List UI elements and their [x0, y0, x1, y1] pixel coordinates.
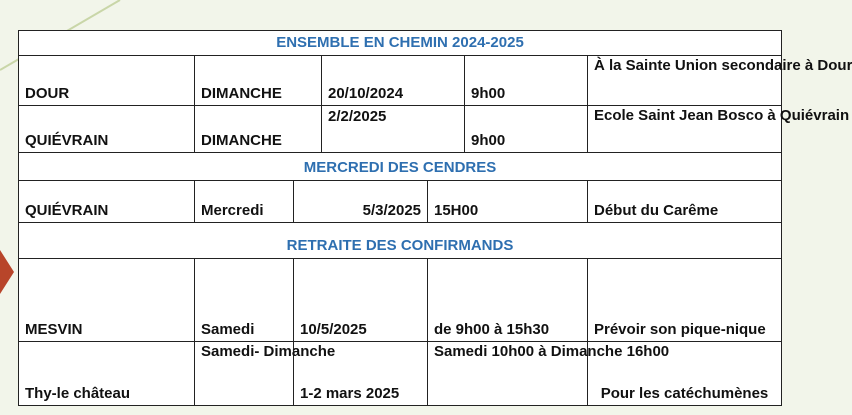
section-heading-ensemble	[18, 30, 782, 56]
note-cell	[588, 56, 852, 106]
section-heading-retraite	[18, 223, 782, 259]
table-row	[18, 259, 782, 342]
time-cell: 9h00	[465, 56, 588, 106]
day-cell: DIMANCHE	[195, 106, 322, 153]
place-cell: Thy-le château	[18, 342, 195, 406]
section-title: ENSEMBLE EN CHEMIN 2024-2025	[18, 30, 782, 56]
time-cell: 9h00	[465, 106, 588, 153]
note-line: Quiévrain	[779, 107, 850, 124]
date-cell: 20/10/2024	[322, 56, 465, 106]
note-cell: Pour les catéchumènes	[588, 342, 782, 406]
note-cell: Prévoir son pique-nique	[588, 259, 782, 342]
place-cell: DOUR	[18, 56, 195, 106]
table-row	[18, 342, 782, 406]
day-cell: Mercredi	[195, 181, 294, 223]
day-cell: DIMANCHE	[195, 56, 322, 106]
slide-arrow-icon	[0, 250, 14, 294]
place-cell: QUIÉVRAIN	[18, 106, 195, 153]
date-cell: 5/3/2025	[294, 181, 428, 223]
section-title: MERCREDI DES CENDRES	[18, 153, 782, 181]
note-cell: Début du Carême	[588, 181, 782, 223]
schedule-table	[18, 30, 852, 406]
time-cell	[428, 342, 670, 406]
table-row	[18, 181, 782, 223]
note-line: Ecole Saint Jean Bosco à	[594, 107, 776, 124]
place-cell: MESVIN	[18, 259, 195, 342]
day-line: Samedi-	[201, 343, 260, 360]
table-row	[18, 56, 852, 106]
day-cell	[195, 342, 336, 406]
date-cell: 2/2/2025	[322, 106, 465, 153]
day-line: Dimanche	[263, 343, 336, 360]
time-line: Samedi 10h00 à	[434, 343, 547, 360]
note-cell	[588, 106, 850, 153]
time-cell: de 9h00 à 15h30	[428, 259, 588, 342]
time-cell: 15H00	[428, 181, 588, 223]
table-row	[18, 106, 850, 153]
section-heading-cendres	[18, 153, 782, 181]
time-line: Dimanche 16h00	[550, 343, 670, 360]
date-cell: 10/5/2025	[294, 259, 428, 342]
note-line: À la Sainte Union	[594, 57, 718, 74]
section-title: RETRAITE DES CONFIRMANDS	[18, 223, 782, 259]
day-cell: Samedi	[195, 259, 294, 342]
place-cell: QUIÉVRAIN	[18, 181, 195, 223]
date-cell: 1-2 mars 2025	[294, 342, 428, 406]
note-line: secondaire à Dour	[721, 57, 852, 74]
